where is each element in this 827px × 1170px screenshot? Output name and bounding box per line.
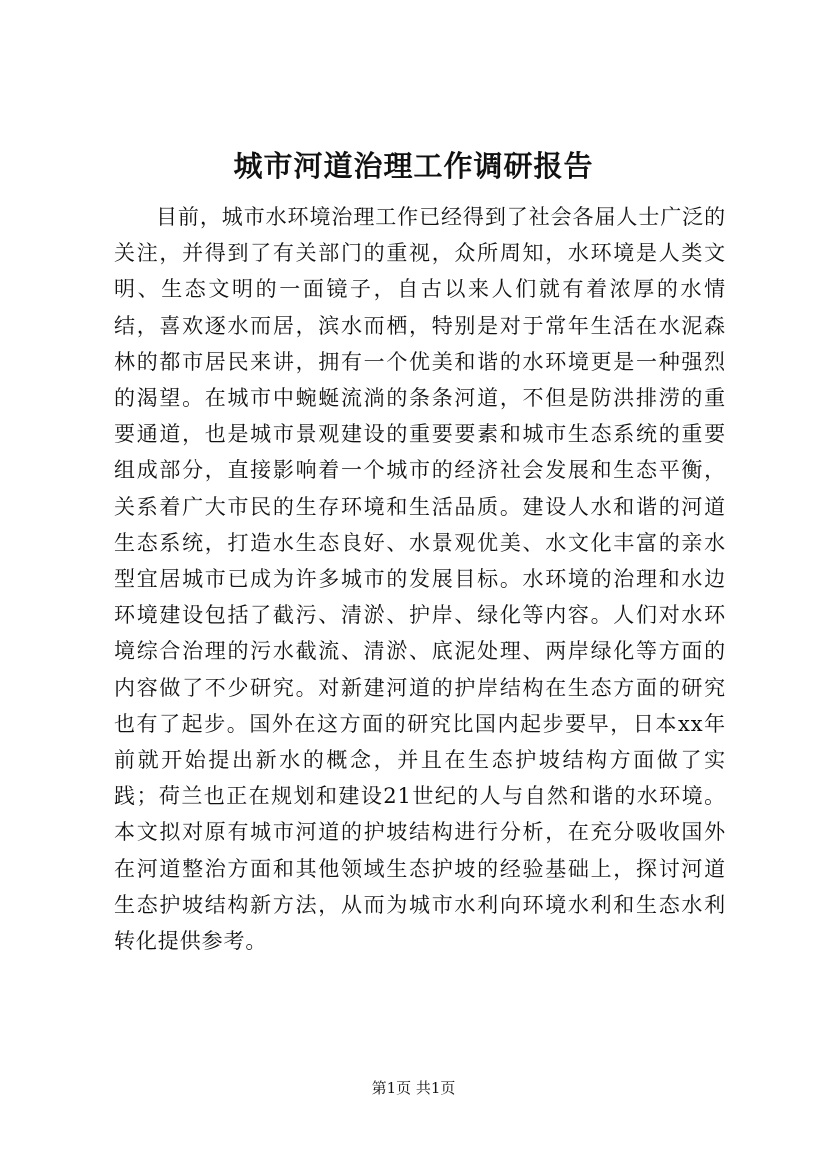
document-title: 城市河道治理工作调研报告	[233, 149, 594, 183]
body-paragraph: 目前，城市水环境治理工作已经得到了社会各届人士广泛的关注，并得到了有关部门的重视，众所周知，水环境是人类文明、生态文明的一面镜子，自古以来人们就有着浓厚的水情结，喜欢逐水而居，滨水而栖，特别是对于常年生活在水泥森林的都市居民来讲，拥有一个优美和谐的水环境更是一种强烈的渴望。在城市中蜿蜒流淌的条条河道，不但是防洪排涝的重要通道，也是城市景观建设的重要要素和城市生态系统的重要组成部分，直接影响着一个城市的经济社会发展和生态平衡，关系着广大市民的生存环境和生活品质。建设人水和谐的河道生态系统，打造水生态良好、水景观优美、水文化丰富的亲水型宜居城市已成为许多城市的发展目标。水环境的治理和水边环境建设包括了截污、清淤、护岸、绿化等内容。人们对水环境综合治理的污水截流、清淤、底泥处理、两岸绿化等方面的内容做了不少研究。对新建河道的护岸结构在生态方面的研究也有了起步。国外在这方面的研究比国内起步要早，日本xx年前就开始提出新水的概念，并且在生态护坡结构方面做了实践；荷兰也正在规划和建设21世纪的人与自然和谐的水环境。本文拟对原有城市河道的护坡结构进行分析，在充分吸收国外在河道整治方面和其他领域生态护坡的经验基础上，探讨河道生态护坡结构新方法，从而为城市水利向环境水利和生态水利转化提供参考。	[114, 205, 726, 954]
page-footer: 第1页 共1页	[371, 1079, 456, 1097]
